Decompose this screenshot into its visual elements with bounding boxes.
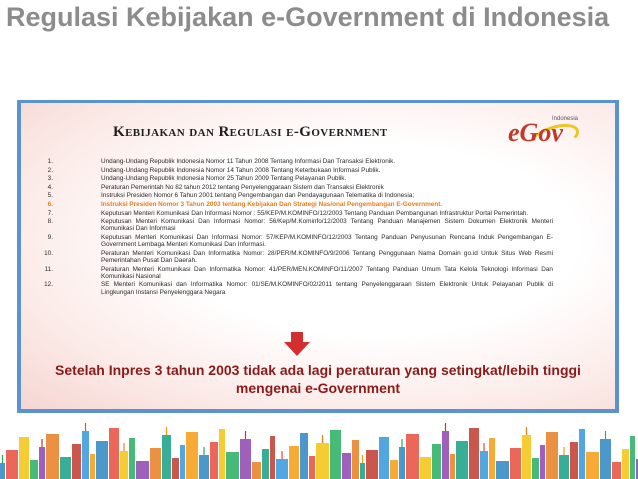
regulation-number: 5.	[47, 192, 53, 200]
regulation-number: 12.	[44, 281, 53, 289]
content-panel	[21, 103, 615, 409]
egov-logo	[508, 116, 590, 152]
regulation-item	[33, 184, 553, 191]
regulation-text: SE Menteri Komunikasi dan Informatika Nomor: 01/SE/M.KOMINFO/02/2011 tentang Penyelenggaraan Sistem Elektronik Untuk Pelayanan Publik di Lingkungan Instansi Penyelenggara Negara	[101, 281, 553, 296]
egov-logo-brand: eGov	[508, 118, 563, 147]
down-arrow-icon	[284, 332, 310, 356]
regulation-text: Keputusan Menteri Komunikasi Dan Informasi Nomor: 57/KEP/M.KOMINFO/12/2003 Tentang Panduan Penyusunan Rencana Induk Pengembangan E-Government Lembaga Menteri Komunikasi Dan Informasi.	[101, 233, 553, 249]
regulation-number: 6.	[47, 200, 53, 208]
regulation-item	[33, 167, 553, 174]
regulation-number: 9.	[47, 233, 53, 241]
regulation-text: Keputusan Menteri Komunikasi Dan Informasi Nomor : 55/KEP/M.KOMINFO/12/2003 Tentang Panduan Pembangunan Infrastruktur Portal Pemerintah.	[101, 209, 529, 217]
regulation-item	[33, 201, 553, 208]
city-skyline-decoration	[0, 420, 638, 479]
regulation-item	[33, 266, 553, 280]
panel-heading	[113, 124, 388, 141]
regulation-number: 10.	[44, 249, 53, 257]
regulation-item	[33, 250, 553, 264]
regulation-text: Keputusan Menteri Komunikasi Dan Informasi Nomor: 56/Kep/M.Kominfo/12/2003 Tentang Panduan Manajemen Sistem Dokumen Elektronik Menteri Komunikasi Dan Informasi	[101, 218, 553, 233]
regulation-number: 4.	[47, 183, 53, 191]
regulation-item	[33, 175, 553, 182]
regulation-item	[33, 281, 553, 295]
regulation-text: Peraturan Pemerintah No 82 tahun 2012 tentang Penyelenggaraan Sistem dan Transaksi Elektronik	[101, 183, 384, 191]
regulation-text: Undang-Undang Republik Indonesia Nomor 14 Tahun 2008 Tentang Keterbukaan Informasi Publik.	[101, 166, 381, 174]
regulation-text: Peraturan Menteri Komunikasi Dan Informatika Nomor: 41/PER/MEN.KOMINFO/11/2007 Tentang Panduan Umum Tata Kelola Teknologi Informasi Dan Komunikasi Nasional	[101, 265, 553, 280]
regulation-item	[33, 218, 553, 232]
regulation-number: 3.	[47, 175, 53, 183]
regulation-item	[33, 234, 553, 248]
regulation-text: Instruksi Presiden Nomor 3 Tahun 2003 tentang Kebijakan Dan Strategi Nasional Pengembangan E-Government.	[101, 200, 443, 208]
panel-heading-text: Kebijakan dan Regulasi e-Government	[113, 124, 388, 140]
regulation-item	[33, 210, 553, 217]
regulation-text: Undang-Undang Republik Indonesia Nomor 11 Tahun 2008 Tentang Informasi Dan Transaksi Elektronik.	[101, 158, 396, 165]
regulation-text: Instruksi Presiden Nomor 6 Tahun 2001 tentang Pengembangan dan Pendayagunaan Telematika di Indonesia;	[101, 192, 415, 200]
regulation-number: 7.	[47, 209, 53, 217]
regulation-list	[33, 158, 553, 297]
slide-title: Regulasi Kebijakan e-Government di Indonesia	[6, 2, 610, 32]
egov-logo-small-text: Indonesia	[552, 116, 579, 122]
regulation-number: 1.	[47, 158, 53, 165]
regulation-number: 2.	[47, 166, 53, 174]
regulation-number: 8.	[47, 218, 53, 226]
regulation-text: Undang-Undang Republik Indonesia Nomor 25 Tahun 2009 Tentang Pelayanan Publik.	[101, 175, 347, 183]
conclusion-text: Setelah Inpres 3 tahun 2003 tidak ada lagi peraturan yang setingkat/lebih tinggi mengenai e-Government	[55, 362, 581, 396]
content-frame	[17, 100, 619, 413]
regulation-text: Peraturan Menteri Komunikasi Dan Informatika Nomor: 28/PER/M.KOMINFO/9/2006 Tentang Penggunaan Nama Domain go.id Untuk Situs Web Resmi Pemerintahan Pusat Dan Daerah.	[101, 249, 553, 264]
regulation-item	[33, 192, 553, 199]
regulation-item	[33, 158, 553, 165]
regulation-number: 11.	[44, 265, 53, 273]
